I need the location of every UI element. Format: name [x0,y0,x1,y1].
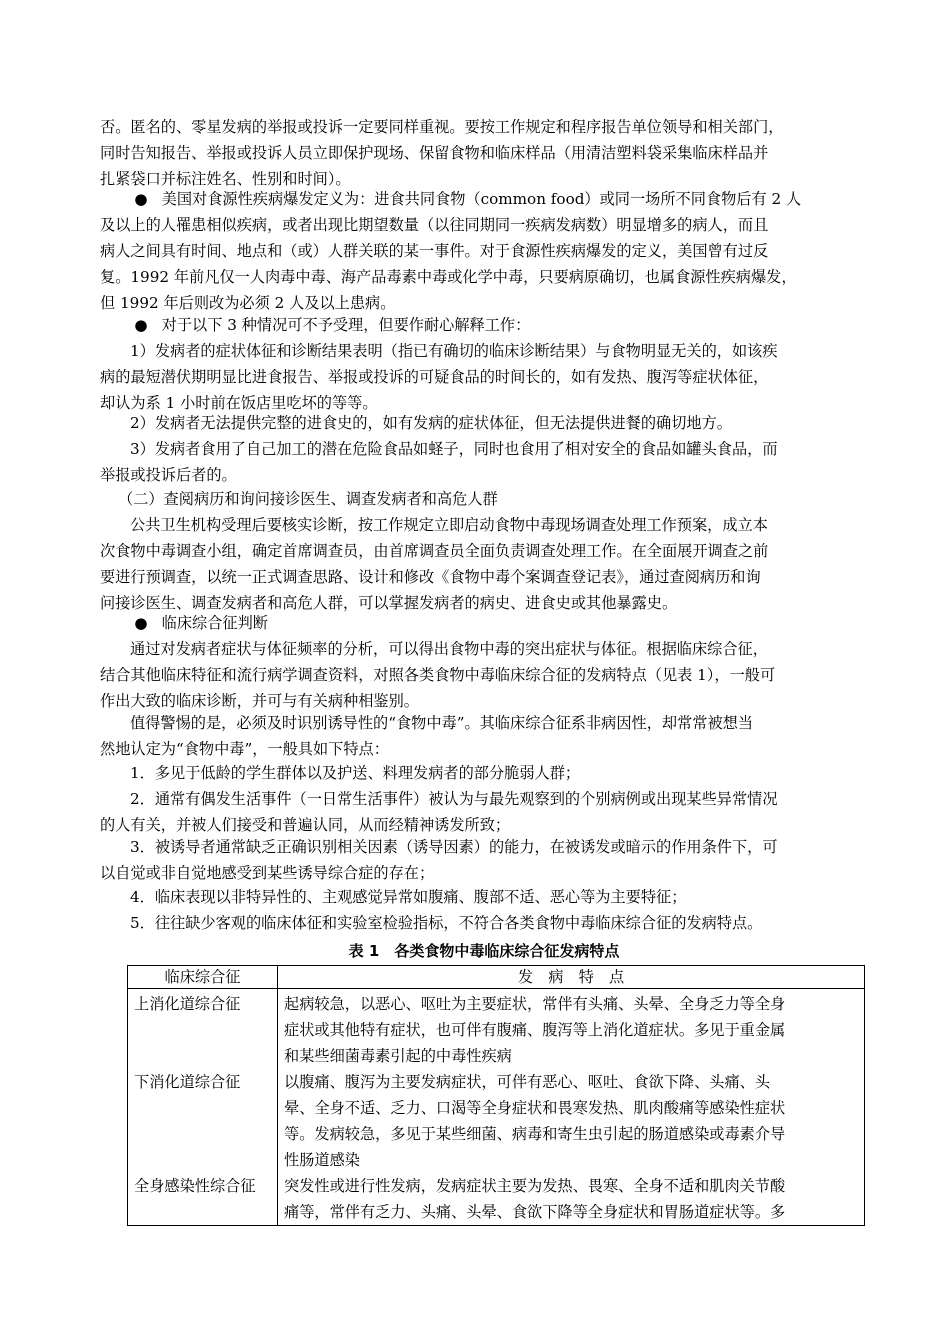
text-line: 2）发病者无法提供完整的进食史的，如有发病的症状体征，但无法提供进餐的确切地方。 [130,414,732,432]
text-line: 公共卫生机构受理后要核实诊断，按工作规定立即启动食物中毒现场调查处理工作预案，成立本 [130,516,768,534]
text-line-content: 对于以下 3 种情况可不予受理，但要作耐心解释工作： [161,316,531,334]
column-header: 发 病 特 点 [278,966,865,989]
list-item [100,834,860,886]
bullet-paragraph [100,312,860,338]
text-line: 否。匿名的、零星发病的举报或投诉一定要同样重视。要按工作规定和程序报告单位领导和相关部门， [100,118,784,136]
table-row [128,989,865,1226]
text-line: 2．通常有偶发生活事件（一日常生活事件）被认为与最先观察到的个别病例或出现某些异常情况 [130,790,778,808]
text-line: 值得警惕的是，必须及时识别诱导性的“食物中毒”。其临床综合征系非病因性，却常常被想当 [130,714,754,732]
text-line: 以自觉或非自觉地感受到某些诱导综合症的存在； [100,864,435,882]
text-line: 扎紧袋口并标注姓名、性别和时间）。 [100,170,351,188]
text-line: 突发性或进行性发病，发病症状主要为发热、畏寒、全身不适和肌肉关节酸 [284,1177,786,1195]
text-line: 却认为系 1 小时前在饭店里吃坏的等等。 [100,394,378,412]
paragraph [100,710,860,762]
text-line: 3）发病者食用了自己加工的潜在危险食品如蛏子，同时也食用了相对安全的食品如罐头食品，而 [130,440,778,458]
text-line [100,186,860,212]
text-line: 1）发病者的症状体征和诊断结果表明（指已有确切的临床诊断结果）与食物明显无关的，如该疾 [130,342,778,360]
syndrome-name: 全身感染性综合征 [134,1177,256,1195]
paragraph [100,410,860,436]
text-line: 3．被诱导者通常缺乏正确识别相关因素（诱导因素）的能力，在被诱发或暗示的作用条件下，可 [130,838,778,856]
text-line: 但 1992 年后则改为必须 2 人及以上患病。 [100,294,396,312]
bullet-icon: ● [134,190,148,208]
text-line: 症状或其他特有症状，也可伴有腹痛、腹泻等上消化道症状。多见于重金属 [284,1021,786,1039]
paragraph [100,338,860,416]
text-line: 结合其他临床特征和流行病学调查资料，对照各类食物中毒临床综合征的发病特点（见表 1），一般可 [100,666,776,684]
text-line: 起病较急，以恶心、呕吐为主要症状，常伴有头痛、头晕、全身乏力等全身 [284,995,786,1013]
text-line-content: 临床综合征判断 [161,614,268,632]
syndrome-table [127,965,865,1226]
text-line: 5．往往缺少客观的临床体征和实验室检验指标，不符合各类食物中毒临床综合征的发病特点。 [130,914,763,932]
paragraph [100,114,860,192]
text-line: 同时告知报告、举报或投诉人员立即保护现场、保留食物和临床样品（用清洁塑料袋采集临床样品并 [100,144,769,162]
text-line: 复。1992 年前凡仅一人肉毒中毒、海产品毒素中毒或化学中毒，只要病原确切，也属食源性疾病爆发， [100,268,797,286]
text-line: 痛等，常伴有乏力、头痛、头晕、食欲下降等全身症状和胃肠道症状等。多 [284,1203,786,1221]
table-caption: 表 1 各类食物中毒临床综合征发病特点 [348,942,620,960]
syndrome-name: 上消化道综合征 [134,995,241,1013]
text-line: 1．多见于低龄的学生群体以及护送、料理发病者的部分脆弱人群； [130,764,581,782]
list-item [100,910,860,936]
text-line: 要进行预调查，以统一正式调查思路、设计和修改《食物中毒个案调查登记表》，通过查阅病历和询 [100,568,761,586]
text-line: 然地认定为“食物中毒”，一般具如下特点： [100,740,389,758]
text-line [100,312,860,338]
syndrome-name: 下消化道综合征 [134,1073,241,1091]
bullet-icon: ● [134,614,148,632]
text-line: 病人之间具有时间、地点和（或）人群关联的某一事件。对于食源性疾病爆发的定义，美国曾有过反 [100,242,769,260]
section-heading [100,486,860,512]
syndrome-cell [128,989,278,1226]
text-line: 次食物中毒调查小组，确定首席调查员，由首席调查员全面负责调查处理工作。在全面展开调查之前 [100,542,769,560]
paragraph [100,512,860,616]
table-header-row [128,966,865,989]
text-line: 以腹痛、腹泻为主要发病症状，可伴有恶心、呕吐、食欲下降、头痛、头 [284,1073,770,1091]
text-line: 举报或投诉后者的。 [100,466,237,484]
text-line: 等。发病较急，多见于某些细菌、病毒和寄生虫引起的肠道感染或毒素介导 [284,1125,786,1143]
text-line: 和某些细菌毒素引起的中毒性疾病 [284,1047,512,1065]
bullet-paragraph [100,610,860,636]
text-line: 的人有关，并被人们接受和普遍认同，从而经精神诱发所致； [100,816,511,834]
paragraph [100,636,860,714]
text-line: 4．临床表现以非特异性的、主观感觉异常如腹痛、腹部不适、恶心等为主要特征； [130,888,687,906]
list-item [100,760,860,786]
text-line: 及以上的人罹患相似疾病，或者出现比期望数量（以往同期同一疾病发病数）明显增多的病人，而且 [100,216,769,234]
text-line: 通过对发病者症状与体征频率的分析，可以得出食物中毒的突出症状与体征。根据临床综合征， [130,640,768,658]
text-line: 问接诊医生、调查发病者和高危人群，可以掌握发病者的病史、进食史或其他暴露史。 [100,594,678,612]
text-line-content: 美国对食源性疾病爆发定义为：进食共同食物（common food）或同一场所不同食物后有 2 人 [161,190,802,208]
list-item [100,884,860,910]
text-line [100,610,860,636]
bullet-icon: ● [134,316,148,334]
text-line: 性肠道感染 [284,1151,360,1169]
paragraph [100,436,860,488]
description-cell [278,989,865,1226]
text-line: （二）查阅病历和询问接诊医生、调查发病者和高危人群 [118,490,498,508]
text-line: 病的最短潜伏期明显比进食报告、举报或投诉的可疑食品的时间长的，如有发热、腹泻等症状体征， [100,368,769,386]
column-header: 临床综合征 [128,966,278,989]
text-line: 作出大致的临床诊断，并可与有关病种相鉴别。 [100,692,419,710]
text-line: 晕、全身不适、乏力、口渴等全身症状和畏寒发热、肌肉酸痛等感染性症状 [284,1099,786,1117]
list-item [100,786,860,838]
